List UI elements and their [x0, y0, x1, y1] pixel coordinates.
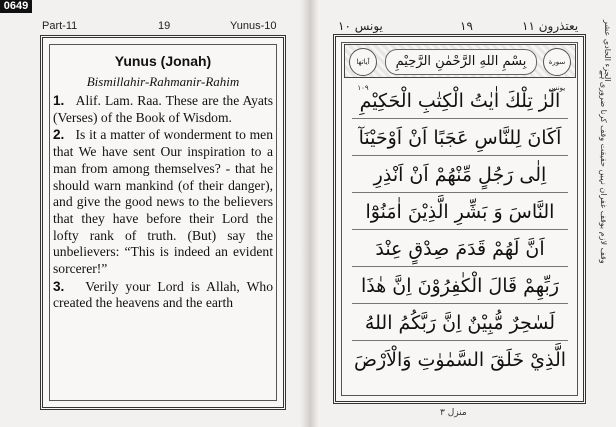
bismillah-transliteration: Bismillahir-Rahmanir-Rahim: [86, 74, 240, 89]
book-gutter: [300, 0, 318, 427]
manzil-footer: منزل ٣: [440, 408, 467, 418]
verse-text: Verily your Lord is Allah, Who created the heavens and the earth: [53, 278, 273, 311]
verse-1: [53, 93, 273, 126]
surah-banner: [344, 44, 576, 92]
verse-number: 1.: [53, 93, 65, 108]
surah-name-medallion: سورة يونس: [543, 48, 571, 76]
arabic-line: النَّاسَ وَ بَشِّرِ الَّذِيْنَ اٰمَنُوْٓا: [352, 195, 568, 230]
verse-number: 2.: [53, 127, 65, 143]
verse-text: Alif. Lam. Raa. These are the Ayats (Verses) of the Book of Wisdom.: [53, 93, 273, 125]
margin-waqf-note: وقف لازم بوقف غفران نہیں حقیقت وقف کرنا ضروری ہے: [599, 70, 608, 264]
arabic-line: رَبِّهِمْ قَالَ الْكٰفِرُوْنَ اِنَّ هٰذَا: [352, 269, 568, 304]
left-header-page-number: 19: [158, 20, 171, 32]
verse-3: [53, 279, 273, 312]
bismillah-arabic: بِسْمِ اللهِ الرَّحْمٰنِ الرَّحِيْمِ: [385, 49, 537, 75]
arabic-line: الَّذِيْ خَلَقَ السَّمٰوٰتِ وَالْاَرْضَ: [353, 349, 567, 371]
left-header-surah: Yunus-10: [230, 20, 277, 32]
margin-part-note: الجزء الحادي عشر: [603, 20, 612, 82]
right-header-part: يعتذرون ١١: [522, 19, 579, 33]
arabic-line: الٓرٰ تِلْكَ اٰيٰتُ الْكِتٰبِ الْحَكِيْمِ: [352, 84, 568, 119]
image-tag: 0649: [0, 0, 32, 13]
arabic-line: لَسٰحِرٌ مُّبِيْنٌ اِنَّ رَبَّكُمُ اللهُ: [352, 306, 568, 341]
arabic-line: اِلٰى رَجُلٍ مِّنْهُمْ اَنْ اَنْذِرِ: [352, 158, 568, 193]
verse-2: [53, 127, 273, 277]
translation-text: [53, 52, 273, 313]
verse-number: 3.: [53, 278, 65, 294]
arabic-line: اَنَّ لَهُمْ قَدَمَ صِدْقٍ عِنْدَ: [352, 232, 568, 267]
verse-text: Is it a matter of wonderment to men that We have sent Our inspiration to a man from among themselves? - that he should warn mankind (of their danger), and give the good news to the believers that they have before their Lord the lofty rank of truth. (But) say the unbelievers: “This is indeed an evident sorcerer!”: [53, 127, 273, 277]
right-header-surah: يونس ١٠: [338, 19, 383, 33]
surah-title: Yunus (Jonah): [114, 53, 212, 69]
left-header-part: Part-11: [42, 20, 78, 32]
right-header-page-number: ١٩: [460, 19, 473, 33]
ayat-count-medallion: آياتها ١٠٩: [349, 48, 377, 76]
arabic-line: اَكَانَ لِلنَّاسِ عَجَبًا اَنْ اَوْحَيْنَآ: [352, 121, 568, 156]
